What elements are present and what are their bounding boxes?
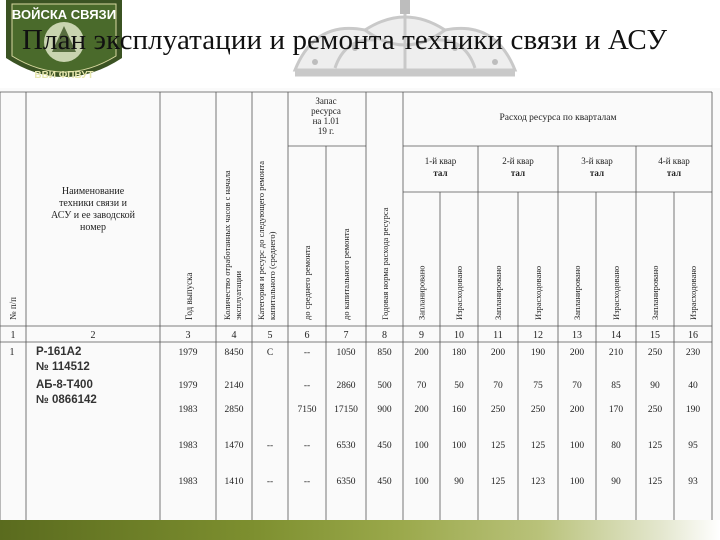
header-reserve-sub (302, 228, 351, 320)
quarter-sub-label: Запланировано (650, 265, 660, 320)
row-cell: 1983 (178, 477, 198, 487)
row-cell: 6350 (336, 477, 356, 487)
header-reserve-group (311, 96, 341, 136)
column-number: 3 (185, 330, 191, 341)
slide-header (0, 0, 720, 88)
row-equipment-name: № 114512 (36, 361, 90, 373)
row-cell: 1979 (178, 381, 198, 391)
header-name-line: номер (80, 222, 106, 233)
row-cell: 190 (530, 348, 546, 358)
row-cell: 250 (530, 405, 546, 415)
row-cell: 6530 (336, 441, 356, 451)
row-cell: 250 (647, 348, 663, 358)
row-cell: 1050 (336, 348, 356, 358)
row-cell: 900 (377, 405, 392, 415)
header-quarters-group: Расход ресурса по кварталам (499, 113, 617, 123)
row-cell: 80 (611, 441, 621, 451)
header-quarters (425, 156, 691, 178)
row-cell: 95 (688, 441, 698, 451)
quarter-sub-label: Запланировано (493, 265, 503, 320)
row-cell: 2860 (336, 381, 356, 391)
row-cell: 160 (451, 405, 467, 415)
quarter-sub-label: Израсходовано (533, 265, 543, 320)
row-cell: 70 (572, 381, 582, 391)
column-number: 11 (493, 330, 503, 341)
row-cell: 125 (647, 441, 663, 451)
header-quarter-sub (417, 265, 699, 320)
row-cell: -- (303, 348, 311, 358)
header-category-line: Категория и ресурс до следующего ремонта (256, 161, 266, 320)
column-number: 8 (382, 330, 387, 341)
row-number: 1 (9, 347, 15, 358)
row-cell: 200 (569, 405, 585, 415)
header-reserve-line: Запас (315, 96, 337, 106)
row-cell: С (266, 348, 274, 358)
row-cell: 8450 (224, 348, 244, 358)
row-cell: 2850 (224, 405, 244, 415)
row-cell: 250 (647, 405, 663, 415)
quarter-label: 4-й квар (658, 156, 690, 166)
row-cell: 1470 (224, 441, 244, 451)
row-cell: 7150 (297, 405, 317, 415)
column-numbers-row (11, 330, 699, 341)
row-cell: 450 (377, 441, 392, 451)
row-cell: 100 (569, 477, 585, 487)
quarter-sub-label: Израсходовано (454, 265, 464, 320)
column-number: 2 (90, 330, 96, 341)
column-number: 12 (533, 330, 543, 341)
header-reserve-sub-line: до капитального ремонта (341, 228, 351, 320)
column-number: 4 (231, 330, 237, 341)
row-cell: 123 (530, 477, 546, 487)
emblem-bottom-text: ВВИ ФПВУТ (34, 70, 94, 81)
quarter-sub-label: Запланировано (572, 265, 582, 320)
header-name-line: техники связи и (59, 198, 127, 209)
quarter-sub-label: Запланировано (416, 265, 427, 320)
row-cell: 100 (451, 441, 467, 451)
row-cell: 125 (647, 477, 663, 487)
quarter-label-2: тал (433, 168, 448, 178)
row-cell: -- (303, 441, 311, 451)
emblem-top-text: ВОЙСКА СВЯЗИ (11, 7, 117, 22)
row-cell: 40 (688, 381, 698, 391)
row-cell: 100 (414, 477, 429, 487)
header-num: № п/п (8, 297, 18, 320)
row-equipment-name: АБ-8-Т400 (36, 379, 93, 391)
header-year: Год выпуска (184, 272, 194, 320)
column-number: 15 (650, 330, 660, 341)
row-cell: 125 (490, 441, 506, 451)
row-cell: 200 (490, 348, 506, 358)
header-annual-norm: Годовая норма расхода ресурса (380, 207, 390, 320)
column-number: 1 (10, 330, 16, 341)
resource-plan-table (0, 88, 720, 520)
column-number: 13 (572, 330, 582, 341)
row-cell: 17150 (334, 405, 358, 415)
header-hours (222, 170, 243, 320)
row-cell: 125 (530, 441, 546, 451)
header-hours-line: эксплуатации (233, 270, 243, 320)
header-reserve-line: ресурса (311, 106, 341, 116)
quarter-label: 3-й квар (581, 156, 613, 166)
quarter-label: 2-й квар (502, 156, 534, 166)
column-number: 7 (343, 330, 349, 341)
row-cell: 85 (611, 381, 621, 391)
row-cell: 200 (414, 348, 429, 358)
row-cell: 200 (569, 348, 585, 358)
scanned-document (0, 88, 720, 520)
column-number: 5 (267, 330, 273, 341)
header-name-line: Наименование (61, 186, 125, 197)
quarter-label-2: тал (589, 168, 605, 178)
row-cell: 70 (416, 381, 427, 391)
row-cell: 1410 (224, 477, 244, 487)
quarter-label: 1-й квар (424, 156, 457, 166)
column-number: 14 (611, 330, 621, 341)
row-cell: -- (303, 381, 311, 391)
table-body (10, 346, 701, 487)
row-cell: 190 (685, 405, 701, 415)
column-number: 16 (688, 330, 698, 341)
row-cell: 500 (377, 381, 392, 391)
row-cell: 200 (414, 405, 429, 415)
slide-footer-bar (0, 520, 720, 540)
slide-title: План эксплуатации и ремонта техники связи и АСУ (22, 24, 668, 56)
row-cell: 1983 (178, 441, 198, 451)
row-cell: 100 (414, 441, 429, 451)
quarter-sub-label: Израсходовано (688, 265, 698, 320)
row-cell: 1983 (178, 405, 198, 415)
row-cell: 75 (533, 381, 543, 391)
row-cell: 180 (451, 348, 467, 358)
quarter-sub-label: Израсходовано (611, 265, 621, 320)
row-cell: 125 (490, 477, 506, 487)
header-reserve-line: на 1.01 (312, 116, 340, 126)
row-cell: -- (266, 441, 274, 451)
row-cell: 93 (688, 477, 698, 487)
header-category (256, 161, 277, 320)
quarter-label-2: тал (666, 168, 682, 178)
header-reserve-sub-line: до среднего ремонта (302, 245, 312, 320)
column-number: 6 (304, 330, 310, 341)
row-cell: 210 (608, 348, 624, 358)
row-cell: 850 (377, 348, 392, 358)
row-cell: 450 (377, 477, 392, 487)
header-category-line: капитального (среднего) (267, 231, 277, 320)
header-hours-line: Количество отработанных часов с начала (222, 170, 232, 320)
row-cell: 90 (611, 477, 621, 487)
row-cell: 90 (650, 381, 660, 391)
column-number: 10 (454, 330, 464, 341)
row-cell: 1979 (178, 348, 198, 358)
row-cell: 250 (490, 405, 506, 415)
row-cell: -- (303, 477, 311, 487)
row-equipment-name: Р-161А2 (36, 346, 82, 358)
row-cell: -- (266, 477, 274, 487)
row-cell: 70 (493, 381, 503, 391)
column-number: 9 (419, 330, 424, 341)
row-cell: 90 (454, 477, 464, 487)
row-cell: 100 (569, 441, 585, 451)
header-name-line: АСУ и ее заводской (50, 210, 136, 221)
quarter-label-2: тал (510, 168, 526, 178)
row-cell: 50 (454, 381, 464, 391)
row-equipment-name: № 0866142 (36, 394, 97, 406)
row-cell: 230 (685, 348, 701, 358)
header-reserve-line: 19 г. (317, 126, 335, 136)
row-cell: 2140 (224, 381, 244, 391)
header-name (51, 186, 136, 233)
row-cell: 170 (608, 405, 624, 415)
